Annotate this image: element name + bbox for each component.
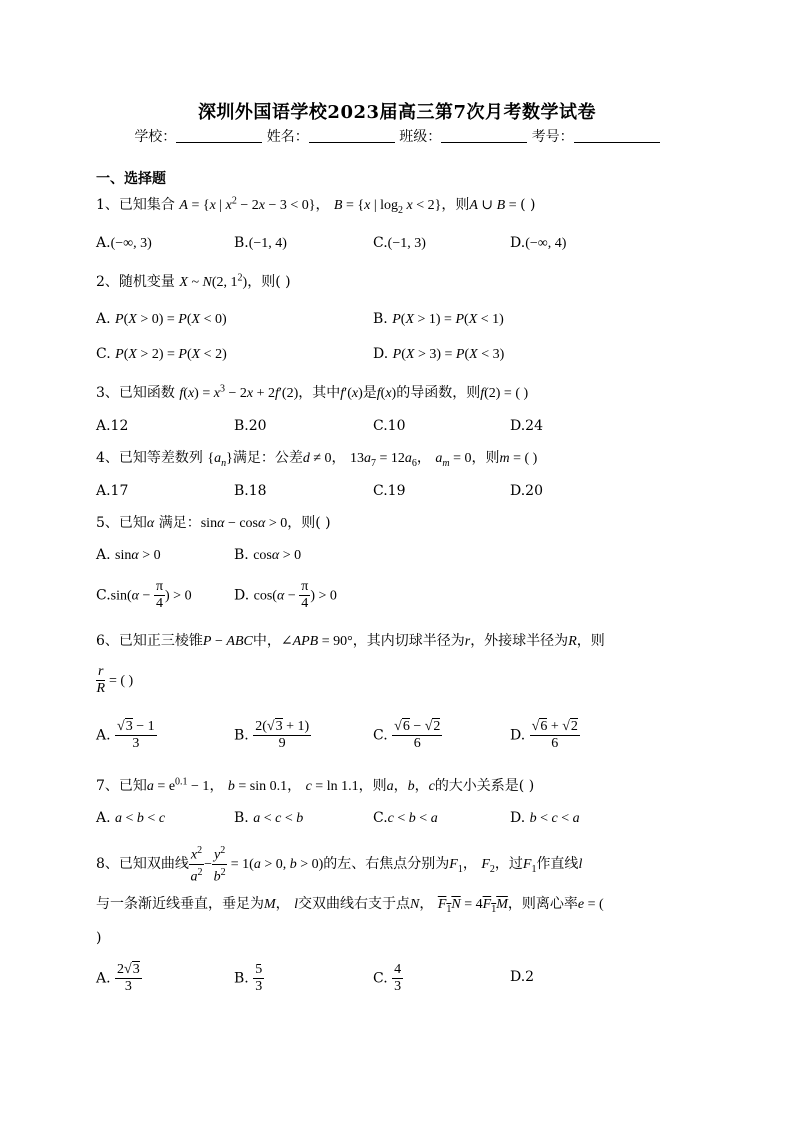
q8-option-b[interactable]: B. $\frac{5}{3}$	[234, 962, 263, 994]
question-6: 6、已知正三棱锥P − ABC中，∠APB = 90°，其内切球半径为r，外接球半径为R，则	[96, 633, 605, 649]
question-5: 5、已知α 满足：sinα − cosα > 0，则( )	[96, 515, 331, 531]
name-label: 姓名：	[266, 129, 309, 145]
student-info-line	[0, 126, 794, 146]
question-1: 1、已知集合 A = {x | $x^2 - 2x - 3 < 0$}， B = {x | $\log_2 x < 2$}，则A ∪ B = ( )	[96, 195, 536, 216]
q7-option-b[interactable]: B. a < c < b	[234, 810, 304, 826]
school-blank[interactable]	[176, 128, 262, 143]
name-blank[interactable]	[309, 128, 395, 143]
q7-option-c[interactable]: C.c < b < a	[373, 810, 438, 826]
q2-option-a[interactable]: A. P(X > 0) = P(X < 0)	[96, 311, 227, 327]
q6-option-d[interactable]: D. $\frac{√6 + √2}{6}$	[510, 719, 578, 751]
q6-option-a[interactable]: A. $\frac{√3 - 1}{3}$	[96, 719, 155, 751]
q7-option-d[interactable]: D. b < c < a	[510, 810, 580, 826]
q5-option-a[interactable]: A. sinα > 0	[96, 547, 161, 563]
question-2: 2、随机变量 X ~ N(2, $1^2$)，则( )	[96, 272, 291, 290]
question-8: 8、已知双曲线 $\frac{x^2}{a^2}$ − $\frac{y^2}{b^2}$ = 1(a > 0, b > 0)的左、右焦点分别为$F_1$， $F_2$，过$F_1$作直线l	[96, 845, 583, 885]
class-blank[interactable]	[441, 128, 527, 143]
page-title: 深圳外国语学校2023届高三第7次月考数学试卷	[197, 102, 597, 123]
q5-option-b[interactable]: B. cosα > 0	[234, 547, 302, 563]
q8-option-d[interactable]: D.2	[510, 969, 535, 985]
q1-option-c[interactable]: C.(−1, 3)	[373, 235, 426, 251]
school-label: 学校：	[134, 129, 177, 145]
q1-option-b[interactable]: B.(−1, 4)	[234, 235, 287, 251]
q4-option-d[interactable]: D.20	[510, 483, 543, 499]
q1-option-a[interactable]: A.(−∞, 3)	[96, 235, 152, 251]
q3-option-d[interactable]: D.24	[510, 418, 543, 434]
q2-option-d[interactable]: D. P(X > 3) = P(X < 3)	[373, 346, 505, 362]
q7-option-a[interactable]: A. a < b < c	[96, 810, 166, 826]
q4-option-c[interactable]: C.19	[373, 483, 406, 499]
question-7: 7、已知$a = e^{0.1} - 1$， b = sin 0.1， c = ln 1.1，则a，b，c的大小关系是( )	[96, 776, 535, 794]
exam-number-blank[interactable]	[574, 128, 660, 143]
q3-option-c[interactable]: C.10	[373, 418, 406, 434]
question-3: 3、已知函数 $f(x) = x^3 - 2x + 2f'(2)$，其中f′(x)是f(x)的导函数，则f(2) = ( )	[96, 383, 529, 401]
q2-option-c[interactable]: C. P(X > 2) = P(X < 2)	[96, 346, 227, 362]
q8-option-a[interactable]: A. $\frac{2√3}{3}$	[96, 962, 140, 994]
q8-option-c[interactable]: C. $\frac{4}{3}$	[373, 962, 402, 994]
question-8-line-3: )	[96, 930, 102, 946]
q3-option-a[interactable]: A.12	[96, 418, 129, 434]
q1-option-d[interactable]: D.(−∞, 4)	[510, 235, 567, 251]
section-heading: 一、选择题	[96, 171, 166, 187]
question-6-continued: $\frac{r}{R}$ = ( )	[96, 664, 134, 696]
q4-option-a[interactable]: A.17	[96, 483, 129, 499]
q6-option-b[interactable]: B. $\frac{2(√3 + 1)}{9}$	[234, 719, 310, 751]
class-label: 班级：	[399, 129, 442, 145]
question-4: 4、已知等差数列 $\{a_n\}$满足：公差d ≠ 0， $13a_7 = 12a_6$， $a_m = 0$，则m = ( )	[96, 450, 538, 469]
q6-option-c[interactable]: C. $\frac{√6 - √2}{6}$	[373, 719, 441, 751]
q2-option-b[interactable]: B. P(X > 1) = P(X < 1)	[373, 311, 504, 327]
q5-option-d[interactable]: D. cos(α − $\frac{\pi}{4}$ ) > 0	[234, 579, 337, 611]
q4-option-b[interactable]: B.18	[234, 483, 267, 499]
q3-option-b[interactable]: B.20	[234, 418, 267, 434]
q5-option-c[interactable]: C.sin(α − $\frac{\pi}{4}$ ) > 0	[96, 579, 192, 611]
question-8-line-2: 与一条渐近线垂直，垂足为M， l交双曲线右支于点N， $F_1N = 4F_1M$，则离心率e = (	[96, 896, 604, 915]
exam-number-label: 考号：	[531, 129, 574, 145]
